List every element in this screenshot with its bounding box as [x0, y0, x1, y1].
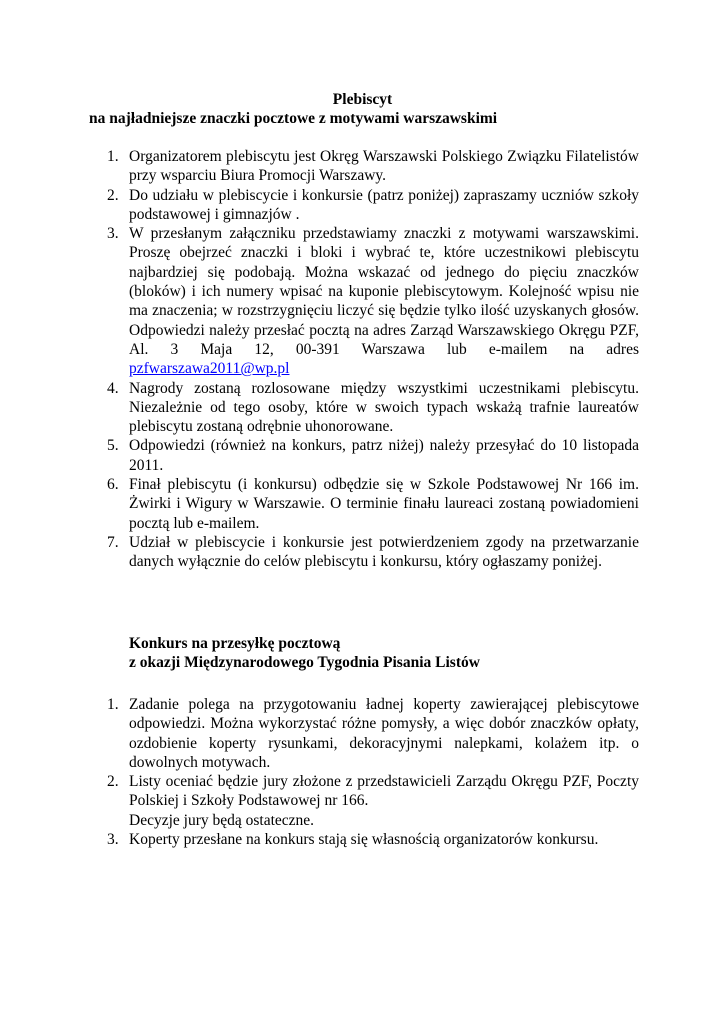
list-item: [107, 533, 639, 572]
list-item: [107, 379, 639, 437]
item-number: 1.: [107, 148, 119, 165]
contest-title-line-1: Konkurs na przesyłkę pocztową: [129, 635, 341, 652]
email-link[interactable]: pzfwarszawa2011@wp.pl: [129, 360, 290, 378]
list-item: [107, 224, 639, 378]
list-item: [107, 830, 639, 849]
contest-list: [107, 695, 639, 849]
list-item: [107, 475, 639, 533]
document-subtitle: na najładniejsze znaczki pocztowe z motywami warszawskimi: [89, 110, 498, 127]
item-number: 5.: [107, 437, 119, 455]
list-item: [107, 772, 639, 830]
item-number: 3.: [107, 225, 119, 243]
item-text: Udział w plebiscycie i konkursie jest potwierdzeniem zgody na przetwarzanie danych wyłącznie do celów plebiscytu i konkursu, który ogłaszamy poniżej.: [129, 533, 639, 571]
item-text: Nagrody zostaną rozlosowane między wszystkimi uczestnikami plebiscytu. Niezależnie od tego osoby, które w swoich typach wskażą trafnie laureatów plebiscytu zostaną odrębnie uhonorowane.: [129, 379, 639, 436]
item-number: 3.: [107, 831, 119, 849]
item-extra-text: Decyzje jury będą ostateczne.: [129, 811, 315, 829]
contest-title-line-2: z okazji Międzynarodowego Tygodnia Pisania Listów: [129, 654, 480, 671]
contest-title: [129, 634, 480, 672]
item-number: 2.: [107, 186, 119, 204]
item-text: Zadanie polega na przygotowaniu ładnej koperty zawierającej plebiscytowe odpowiedzi. Można wykorzystać różne pomysły, a więc dobór znaczków opłaty, ozdobienie koperty rysunkami, dekoracyjnymi nalepkami, kolażem itp. o dowolnych motywach.: [129, 696, 639, 771]
list-item: [107, 147, 639, 186]
item-text: Odpowiedzi (również na konkurs, patrz niżej) należy przesyłać do 10 listopada 2011.: [129, 437, 639, 474]
item-number: 7.: [107, 533, 119, 551]
rules-list: [107, 147, 639, 572]
item-text: W przesłanym załączniku przedstawiamy znaczki z motywami warszawskimi. Proszę obejrzeć znaczki i bloki i wybrać te, które uczestnikowi plebiscytu najbardziej się podobają. Można wskazać od jednego do pięciu znaczków (bloków) i ich numery wpisać na kuponie plebiscytowym. Kolejność wpisu nie ma znaczenia; w rozstrzygnięciu liczyć się będzie tylko ilość uzyskanych głosów. Odpowiedzi należy przesłać pocztą na adres Zarząd Warszawskiego Okręgu PZF, Al. 3 Maja 12, 00-391 Warszawa lub e-mailem na adres: [129, 225, 639, 358]
item-text: Organizatorem plebiscytu jest Okręg Warszawski Polskiego Związku Filatelistów przy wsparciu Biura Promocji Warszawy.: [129, 148, 639, 185]
item-number: 1.: [107, 696, 119, 713]
item-text: Koperty przesłane na konkurs stają się własnością organizatorów konkursu.: [129, 831, 599, 849]
list-item: [107, 186, 639, 225]
item-text: Finał plebiscytu (i konkursu) odbędzie się w Szkole Podstawowej Nr 166 im. Żwirki i Wigury w Warszawie. O terminie finału laureaci zostaną powiadomieni pocztą lub e-mailem.: [129, 476, 639, 532]
item-number: 4.: [107, 379, 119, 397]
document-title: Plebiscyt: [332, 91, 393, 108]
item-number: 2.: [107, 773, 119, 791]
item-text: Listy oceniać będzie jury złożone z przedstawicieli Zarządu Okręgu PZF, Poczty Polskiej i Szkoły Podstawowej nr 166.: [129, 773, 639, 810]
list-item: [107, 436, 639, 475]
list-item: [107, 695, 639, 772]
item-text: Do udziału w plebiscycie i konkursie (patrz poniżej) zapraszamy uczniów szkoły podstawowej i gimnazjów .: [129, 186, 639, 223]
item-number: 6.: [107, 476, 119, 494]
